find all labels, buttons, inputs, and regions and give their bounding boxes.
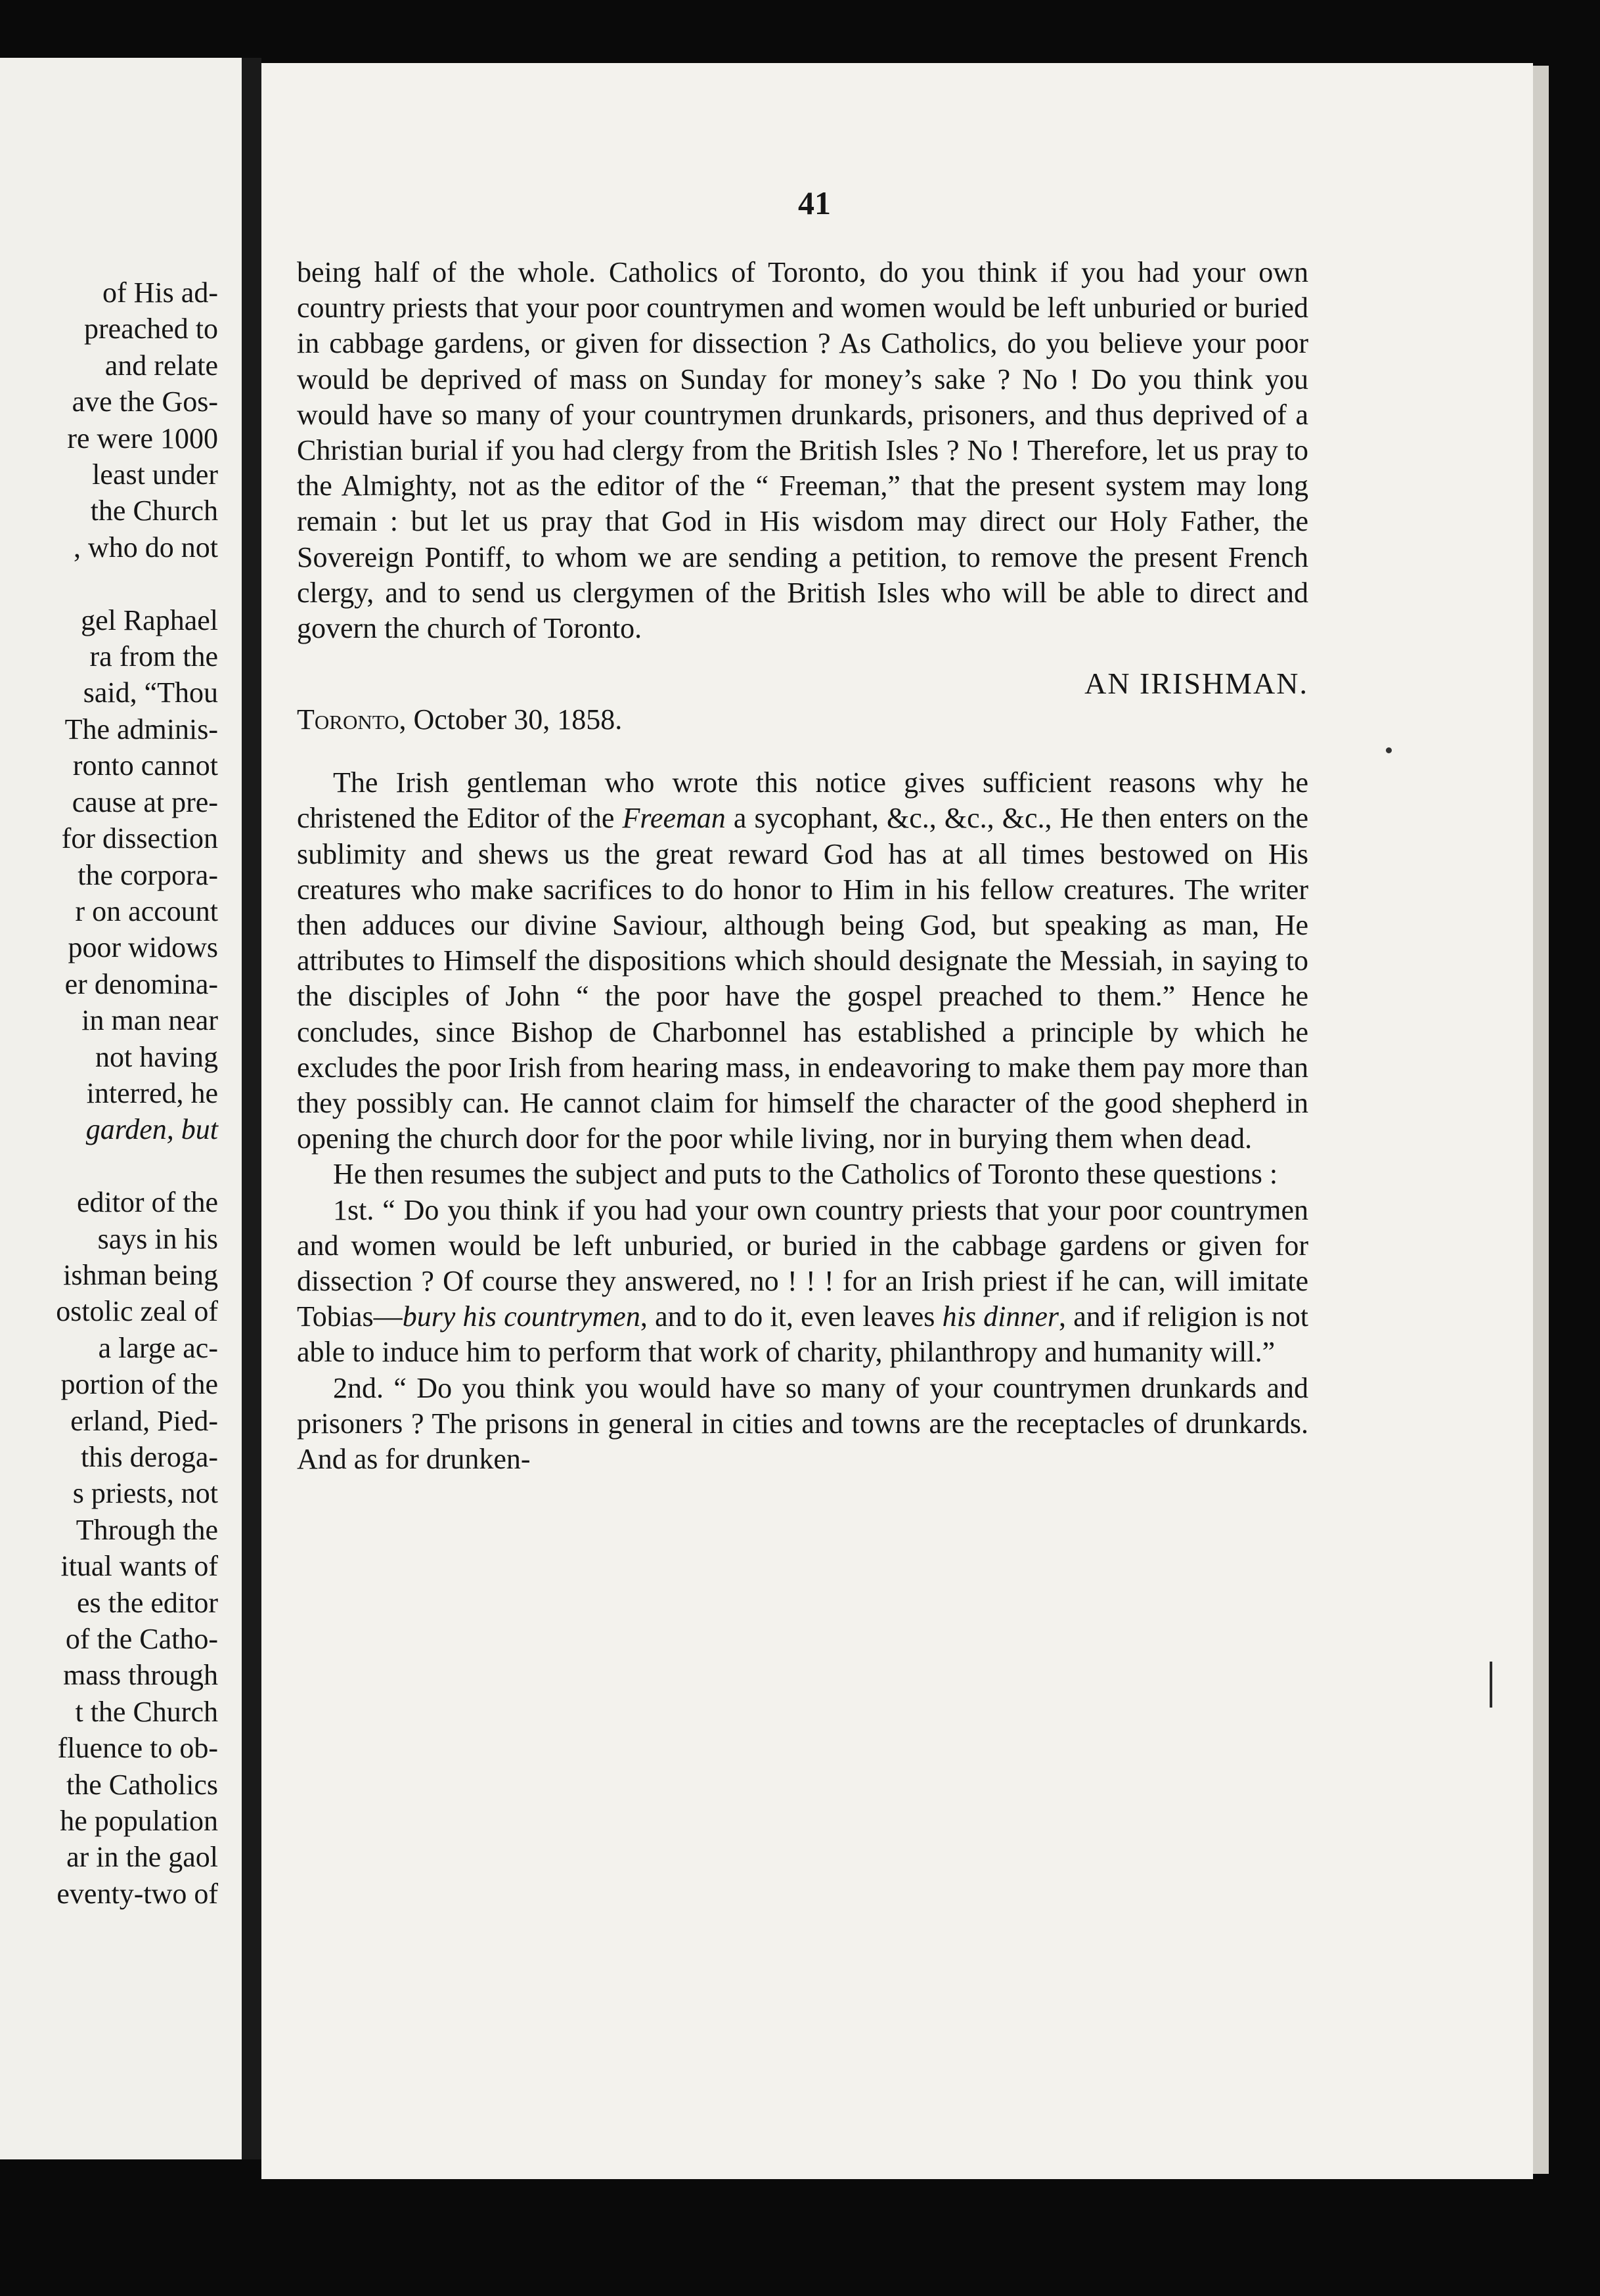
ink-speck: [1386, 747, 1392, 753]
commentary-text: , and to do it, even leaves: [640, 1300, 943, 1333]
left-page-line: [56, 565, 218, 602]
section-gap: [297, 745, 1308, 765]
commentary-paragraph-1: [297, 765, 1308, 1157]
left-page-line: ave the Gos-: [72, 386, 218, 418]
letter-closing-paragraph: being half of the whole. Catholics of Toronto, do you think if you had your own country priests that your poor countrymen and women would be left unburied or buried in cabbage gardens, or given for dissection ? As Catholics, do you believe your poor would be deprived of mass on Sunday for money’s sake ? No ! Do you think you would have so many of your countrymen drunkards, prisoners, and thus deprived of a Christian burial if you had clergy from the British Isles ? No ! Therefore, let us pray to the Almighty, not as the editor of the “ Freeman,” that the present system may long remain : but let us pray that God in His wisdom may direct our Holy Father, the Sovereign Pontiff, to whom we are sending a petition, to remove the present French clergy, and to send us clergymen of the British Isles who will be able to direct and govern the church of Toronto.: [297, 256, 1308, 645]
left-page-line: garden, but: [85, 1113, 218, 1146]
commentary-text: , and if religion is not able to induce him to perform that work of charity, philanthropy and humanity will.”: [297, 1300, 1308, 1369]
left-page-line: portion of the: [60, 1368, 218, 1401]
left-page: [0, 58, 242, 2159]
left-page-line: mass through: [63, 1659, 218, 1692]
left-page-line: itual wants of: [60, 1550, 218, 1583]
left-page-line: the Catholics: [66, 1768, 218, 1801]
left-page-line: , who do not: [74, 531, 218, 563]
left-page-line: and relate: [104, 349, 218, 382]
left-page-line: a large ac-: [98, 1331, 218, 1364]
page-number: 41: [798, 185, 831, 221]
left-page-line: The adminis-: [64, 713, 218, 745]
left-page-line: er denomina-: [64, 967, 218, 1000]
left-page-line: the Church: [90, 495, 218, 527]
left-page-line: preached to: [84, 313, 218, 345]
commentary-paragraph-4: 2nd. “ Do you think you would have so many of your countrymen drunkards and prisoners ? The prisons in general in cities and towns are the receptacles of drunkards. And as for drunken-: [297, 1371, 1308, 1476]
left-page-line: erland, Pied-: [70, 1404, 218, 1437]
left-page-line: t the Church: [75, 1695, 218, 1728]
left-page-line: eventy-two of: [56, 1877, 218, 1910]
left-page-line: Through the: [76, 1513, 218, 1546]
italic-phrase: his dinner: [942, 1300, 1059, 1333]
left-page-line: of the Catho-: [65, 1623, 218, 1656]
left-page-line: cause at pre-: [72, 785, 218, 818]
left-page-line: r on account: [75, 894, 218, 927]
left-page-line: [56, 1148, 218, 1184]
left-page-line: s priests, not: [72, 1477, 218, 1510]
book-gutter: [242, 58, 261, 2159]
left-page-line: of His ad-: [102, 276, 218, 309]
freeman-title: Freeman: [622, 802, 726, 835]
left-page-line: ra from the: [89, 640, 218, 673]
commentary-text: The Irish gentleman who wrote this notice gives sufficient reasons why he christened the Editor of the: [297, 766, 1308, 835]
left-page-line: said, “Thou: [83, 676, 218, 709]
commentary-text: a sycophant, &c., &c., &c., He then enters on the sublimity and shews us the great reward God has at all times bestowed on His creatures who make sacrifices to do honor to Him in his fellow creatures. The writer then adduces our divine Saviour, although being God, but speaking as man, He attributes to Himself the dispositions which should designate the Messiah, in saying to the disciples of John “ the poor have the gospel preached to them.” Hence he concludes, since Bishop de Charbonnel has established a principle by which he excludes the poor Irish from hearing mass, in endeavoring to make them pay more than they possibly can. He cannot claim for himself the character of the good shepherd in opening the church door for the poor while living, nor in burying them when dead.: [297, 802, 1308, 1155]
left-page-line: ishman being: [63, 1258, 218, 1291]
left-page-line: in man near: [81, 1004, 218, 1037]
left-page-line: the corpora-: [78, 858, 218, 891]
page-body: [297, 255, 1308, 1477]
left-page-line: says in his: [97, 1222, 218, 1255]
left-page-line: re were 1000: [67, 422, 218, 454]
left-page-line: for dissection: [61, 822, 218, 855]
commentary-paragraph-2: He then resumes the subject and puts to the Catholics of Toronto these questions :: [333, 1158, 1278, 1191]
left-page-line: not having: [95, 1040, 218, 1073]
dateline-city: Toronto,: [297, 703, 407, 736]
left-page-line: ar in the gaol: [66, 1841, 218, 1874]
left-page-line: ostolic zeal of: [56, 1295, 218, 1328]
left-page-line: fluence to ob-: [57, 1732, 218, 1765]
dateline-date: October 30, 1858.: [413, 703, 623, 736]
left-page-line: ronto cannot: [72, 749, 218, 782]
commentary-paragraph-3: [297, 1193, 1308, 1371]
letter-dateline: [297, 702, 1308, 745]
left-page-text: [56, 275, 218, 1912]
left-page-line: editor of the: [76, 1186, 218, 1219]
left-page-line: least under: [92, 458, 218, 491]
left-page-line: es the editor: [76, 1586, 218, 1619]
italic-phrase: bury his countrymen: [402, 1300, 640, 1333]
commentary-text: 1st. “ Do you think if you had your own country priests that your poor countrymen and women would be left unburied, or buried in the cabbage gardens or given for dissection ? Of course they answered, no ! ! ! for an Irish priest if he can, will imitate Tobias—: [297, 1193, 1308, 1333]
page-mark: [1490, 1662, 1492, 1708]
left-page-line: gel Raphael: [81, 604, 218, 636]
left-page-line: interred, he: [86, 1076, 218, 1109]
left-page-line: he population: [60, 1805, 218, 1838]
letter-signature: AN IRISHMAN.: [1084, 667, 1308, 701]
page-edge: [1533, 66, 1549, 2174]
left-page-line: this deroga-: [81, 1441, 218, 1473]
left-page-line: poor widows: [68, 931, 218, 964]
